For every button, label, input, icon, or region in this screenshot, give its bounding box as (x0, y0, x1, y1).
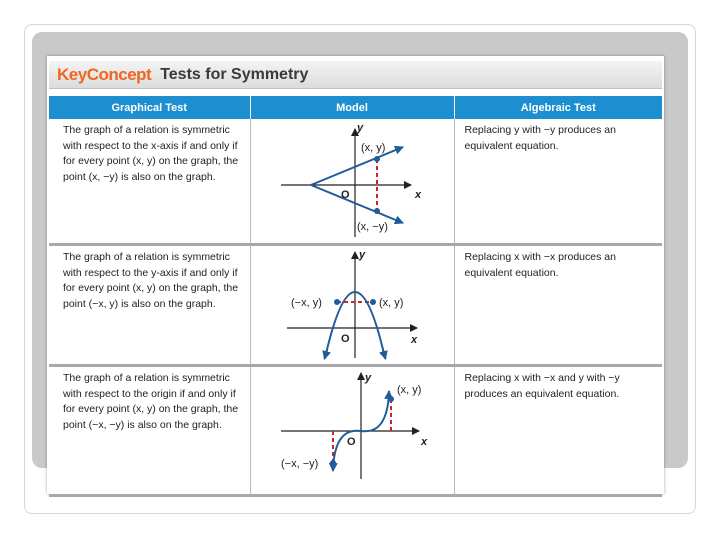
curve-end-right (383, 350, 386, 359)
header-graphical: Graphical Test (49, 96, 250, 119)
x-axis-symmetry-graph (251, 119, 454, 243)
card-title: Tests for Symmetry (160, 65, 309, 83)
graphical-test-text: The graph of a relation is symmetric with respect to the origin if and only if for every point (x, y) on the graph, the point (−x, −y) is also on the graph. (63, 372, 239, 431)
symmetry-table (49, 96, 662, 497)
model-cell (250, 245, 454, 366)
algebraic-test-cell (454, 366, 662, 496)
origin-label: O (346, 436, 356, 448)
origin-label: O (340, 333, 350, 345)
table-row (49, 366, 662, 496)
y-axis-symmetry-graph (251, 246, 454, 364)
axis-label-y: y (356, 122, 363, 134)
graphical-test-text: The graph of a relation is symmetric with respect to the y-axis if and only if for every point (x, y) on the graph, the point (−x, y) is also on the graph. (63, 251, 239, 310)
table-row (49, 245, 662, 366)
graphical-test-cell (49, 119, 250, 245)
origin-label: O (340, 189, 350, 201)
table-row (49, 119, 662, 245)
point-label: (x, −y) (356, 221, 388, 233)
curve-end-left (324, 350, 327, 359)
algebraic-test-cell (454, 119, 662, 245)
model-cell (250, 366, 454, 496)
curve-lower (311, 185, 403, 223)
header-model: Model (250, 96, 454, 119)
axis-label-x: x (414, 189, 421, 201)
axis-label-y: y (358, 249, 365, 261)
title-key: Key (57, 64, 87, 84)
origin-symmetry-graph (251, 367, 454, 479)
algebraic-test-text: Replacing x with −x produces an equivalent equation. (464, 251, 616, 279)
title-bar (49, 61, 662, 89)
axis-label-x: x (420, 436, 427, 448)
axis-label-y: y (364, 372, 371, 384)
title-concept: Concept (86, 64, 152, 84)
graphical-test-text: The graph of a relation is symmetric with respect to the x-axis if and only if for every point (x, y) on the graph, the point (x, −y) is also on the graph. (63, 124, 239, 183)
graphical-test-cell (49, 366, 250, 496)
point-label: (x, y) (378, 297, 403, 309)
point-marker (374, 208, 380, 214)
point-marker (374, 156, 380, 162)
point-marker (388, 396, 394, 402)
point-label: (x, y) (396, 384, 421, 396)
curve-upper (311, 147, 403, 185)
key-concept-card (47, 56, 664, 494)
model-cell (250, 119, 454, 245)
header-algebraic: Algebraic Test (454, 96, 662, 119)
algebraic-test-cell (454, 245, 662, 366)
point-label: (−x, −y) (280, 458, 318, 470)
header-row (49, 96, 662, 119)
point-marker (370, 299, 376, 305)
point-marker (330, 460, 336, 466)
point-label: (−x, y) (290, 297, 322, 309)
axis-label-x: x (410, 334, 417, 346)
point-label: (x, y) (360, 142, 385, 154)
point-marker (334, 299, 340, 305)
algebraic-test-text: Replacing y with −y produces an equivalent equation. (464, 124, 616, 152)
algebraic-test-text: Replacing x with −x and y with −y produces an equivalent equation. (464, 372, 620, 400)
graphical-test-cell (49, 245, 250, 366)
